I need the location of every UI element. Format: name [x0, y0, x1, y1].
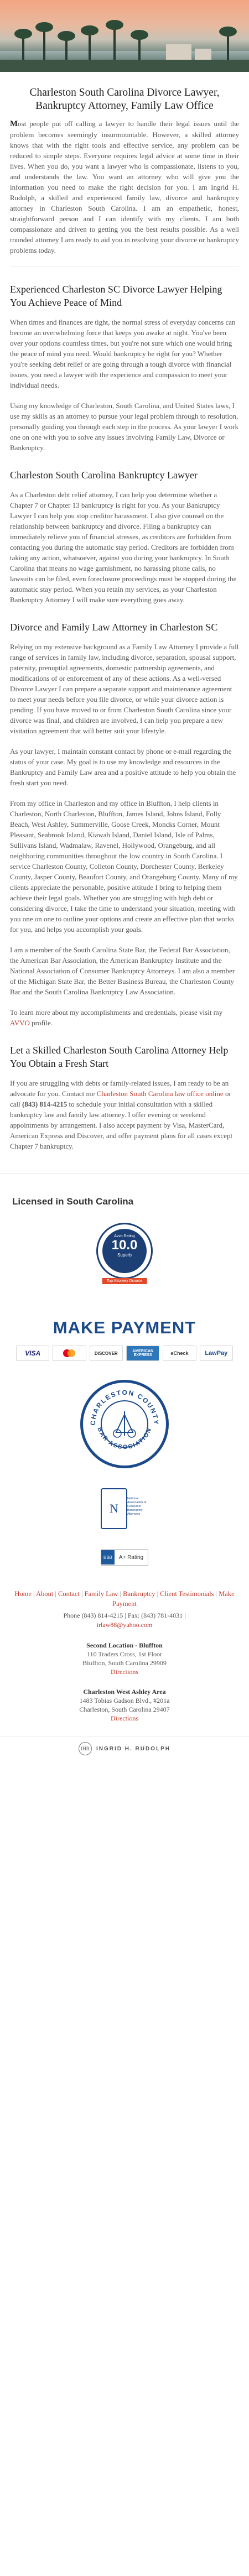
- hero-image: [0, 0, 249, 72]
- visa-icon: VISA: [16, 1346, 49, 1361]
- dropcap: M: [10, 119, 18, 128]
- licensed-heading: Licensed in South Carolina: [12, 1196, 134, 1207]
- directions-link[interactable]: Directions: [111, 1714, 138, 1722]
- office-address-line: 110 Traders Cross, 1st Floor: [87, 1650, 162, 1658]
- section-paragraph: Using my knowledge of Charleston, South Carolina, and United States laws, I use my skills as an attorney to pursue your legal problem through to resolution, personally guiding you through each step in the process. As your lawyer I work one on one with you to solve any issues involving Family Law, Divorce or Bankruptcy.: [10, 401, 239, 452]
- bbb-badge[interactable]: [101, 1549, 148, 1566]
- office-name: Second Location - Bluffton: [86, 1641, 163, 1649]
- section-paragraph: To learn more about my accomplishments and credentials, please visit my AVVO profile.: [10, 1008, 223, 1027]
- footer-link-about[interactable]: About: [35, 1590, 54, 1598]
- hero-palm: [22, 38, 24, 62]
- footer-contact: [0, 1611, 249, 1630]
- avvo-ribbon: Top Attorney Divorce: [102, 1278, 147, 1284]
- hero-palm: [113, 29, 116, 62]
- section-heading: Experienced Charleston SC Divorce Lawyer Helping You Achieve Peace of Mind: [10, 284, 222, 308]
- page-title: Charleston South Carolina Divorce Lawyer, Bankruptcy Attorney, Family Law Office: [29, 87, 220, 112]
- phone-number: (843) 814-4215: [22, 1100, 68, 1108]
- hero-palm: [138, 39, 141, 62]
- hero-palm: [89, 34, 91, 62]
- avvo-badge[interactable]: Avvo Rating 10.0 Superb Top Attorney Divorce: [96, 1223, 153, 1279]
- directions-link[interactable]: Directions: [111, 1668, 138, 1676]
- bbb-logo-icon: BBB: [101, 1550, 115, 1565]
- section-paragraph: As a Charleston debt relief attorney, I can help you determine whether a Chapter 7 or Chapter 13 bankruptcy is right for you. As your Bankruptcy Lawyer I can help you stop creditor harassment. I also give counsel on the relationship between bankruptcy and divorce. Filing a bankruptcy can immediately relieve you of financial stresses, as creditors are forbidden from contacting you during the automatic stay period. Creditors are forbidden from taking any action, whatsoever, against you during your bankruptcy. In South Carolina that means no wage garnishment, no harassing phone calls, no lawsuits can be filed, even foreclosure proceedings must be stopped during the automatic stay period. When you retain my services, as your Charleston Bankruptcy Attorney I will make sure everything goes away.: [10, 491, 237, 604]
- lawpay-icon: LawPay: [200, 1346, 233, 1361]
- section-paragraph: I am a member of the South Carolina State Bar, the Federal Bar Association, the American Bar Association, the American Bankruptcy Institute and the National Association of Consumer Bankruptcy Attorneys. I am also a member of the Michigan State Bar, the Better Business Bureau, the Charleston County Bar and the South Carolina Bankruptcy Law Association.: [10, 946, 235, 996]
- office-address-line: Bluffton, South Carolina 29909: [82, 1659, 167, 1667]
- section-heading: Divorce and Family Law Attorney in Charleston SC: [10, 622, 218, 633]
- section-heading: Let a Skilled Charleston South Carolina Attorney Help You Obtain a Fresh Start: [10, 1045, 229, 1069]
- make-payment-block[interactable]: [14, 1318, 235, 1361]
- footer-phone-fax: Phone (843) 814-4215 | Fax: (843) 781-4031 |: [63, 1612, 186, 1619]
- mastercard-icon: [53, 1346, 86, 1361]
- section-paragraph: When times and finances are tight, the normal stress of everyday concerns can become an overwhelming force that keeps you awake at night. You've been over your options countless times, but you're not sure which one would bring the peace of mind you need. Would bankruptcy be right for you? Whether you're seeking debt relief or are going through a tough divorce with financial issues, you need a lawyer with the experience and compassion to meet your individual needs.: [10, 318, 236, 389]
- footer-brand: [0, 1736, 249, 1761]
- echeck-icon: eCheck: [163, 1346, 196, 1361]
- section-paragraph: If you are struggling with debts or family-related issues, I am ready to be an advocate for you. Contact me Charleston South Carolina law office online or call (843) 814-4215 to schedule your initial consultation with a skilled bankruptcy law and family law attorney. I offer evening or weekend appointments by arrangement. I also accept payment by Visa, MasterCard, American Express and Discover, and offer payment plans for all cases except Chapter 7 bankruptcy.: [10, 1079, 233, 1150]
- seal-bottom-text: BAR ASSOCIATION: [96, 1426, 153, 1451]
- footer-link-home[interactable]: Home: [14, 1590, 32, 1598]
- hero-building: [195, 49, 211, 61]
- footer-nav: Home | About | Contact | Family Law | Bankruptcy | Client Testimonials | Make Payment: [14, 1590, 235, 1608]
- charleston-county-bar-seal: [80, 1380, 169, 1468]
- section-paragraph: From my office in Charleston and my office in Bluffton, I help clients in Charleston, North Charleston, Bluffton, James Island, Johns Island, Folly Beach, West Ashley, Summerville, Goose Creek, Moncks Corner, Mount Pleasant, Seabrook Island, Kiawah Island, Daniel Island, Isle of Palms, Sullivans Island, Wadmalaw, Ravenel, Hollywood, Orangeburg, and all neighboring communities throughout the low country in South Carolina. I service Charleston County, Colleton County, Dorchester County, Berkeley County, Jasper County, Beaufort County, and Orangeburg County. Many of my clients appreciate the personable, positive attitude I bring to helping them achieve their legal goals. Whether you are struggling with high debt or considering divorce, I take the time to understand your situation, meeting with you one on one to outline your options and create an effective plan that works for you, and helps you accomplish your goals.: [10, 799, 238, 934]
- office-west-ashley: [0, 1687, 249, 1723]
- footer-link-testimonials[interactable]: Client Testimonials: [160, 1590, 214, 1598]
- office-address-line: Charleston, South Carolina 29407: [79, 1706, 170, 1713]
- contact-office-link[interactable]: Charleston South Carolina law office online: [96, 1089, 224, 1098]
- intro-paragraph: Most people put off calling a lawyer to handle their legal issues until the problem becomes seemingly insurmountable. However, a skilled attorney knows that with the right tools and effective service, any problem can be reduced to simple steps. Everyone requires legal advice at some time in their lives. When you do, you want a lawyer who is compassionate, listens to you, and understands the law. You want an attorney who will give you the information you need to make the right decision for you. I am Ingrid H. Rudolph, a skilled and experienced family law, divorce and bankruptcy attorney in Charleston South Carolina. I am an empathetic, honest, straightforward person and I can identify with my clients. I am both compassionate and driven to getting you the best results possible. As a well rounded attorney I am ready to aid you in resolving your divorce or bankruptcy problems today.: [10, 119, 239, 254]
- seal-top-text: CHARLESTON COUNTY: [89, 1388, 160, 1426]
- brand-monogram: IHR: [79, 1742, 92, 1755]
- hero-building: [166, 44, 191, 61]
- brand-name: INGRID H. RUDOLPH: [96, 1745, 170, 1752]
- hero-shore: [0, 60, 249, 72]
- avvo-link[interactable]: AVVO: [10, 1019, 30, 1027]
- section-paragraph: Relying on my extensive background as a Family Law Attorney I provide a full range of services in family law, including divorce, separation, spousal support, paternity, prenuptial agreements, domestic partnership agreements, and modifications of or enforcement of any of these actions. As a well-versed Divorce Lawyer I can prepare a separate support and maintenance agreement to meet your needs before you file divorce, or while your divorce action is pending. If you have moved to or from Charleston South Carolina since your divorce was final, and children are involved, I can help you prepare a new visitation agreement that will better suit your lifestyle.: [10, 643, 239, 735]
- amex-icon: AMERICAN EXPRESS: [126, 1346, 159, 1361]
- office-bluffton: [0, 1641, 249, 1676]
- bbb-rating: A+ Rating: [118, 1554, 144, 1561]
- nacba-logo: [101, 1484, 148, 1535]
- hero-palm: [65, 40, 68, 62]
- nacba-text: National Association of Consumer Bankruptcy Attorneys: [127, 1497, 147, 1516]
- footer-link-contact[interactable]: Contact: [58, 1590, 80, 1598]
- office-address-line: 1483 Tobias Gadson Blvd., #201a: [79, 1697, 170, 1704]
- footer-link-family-law[interactable]: Family Law: [84, 1590, 118, 1598]
- hero-palm: [227, 35, 229, 62]
- section-paragraph: As your lawyer, I maintain constant contact by phone or e-mail regarding the status of your case. My goal is to use my knowledge and resources in the Bankruptcy and Family Law area and a positive attitude to help you obtain the fresh start you need.: [10, 747, 236, 787]
- nacba-mark: N: [101, 1488, 127, 1529]
- section-heading: Charleston South Carolina Bankruptcy Lawyer: [10, 470, 198, 481]
- office-name: Charleston West Ashley Area: [83, 1688, 166, 1696]
- avvo-score: 10.0: [111, 1238, 138, 1253]
- discover-icon: DISCOVER: [90, 1346, 123, 1361]
- footer-link-bankruptcy[interactable]: Bankruptcy: [123, 1590, 155, 1598]
- payment-cards: [14, 1346, 235, 1361]
- footer-link-make-payment[interactable]: Make Payment: [112, 1590, 235, 1608]
- hero-palm: [43, 31, 45, 62]
- footer-email-link[interactable]: irlaw88@yahoo.com: [96, 1621, 153, 1629]
- make-payment-title[interactable]: MAKE PAYMENT: [53, 1318, 196, 1337]
